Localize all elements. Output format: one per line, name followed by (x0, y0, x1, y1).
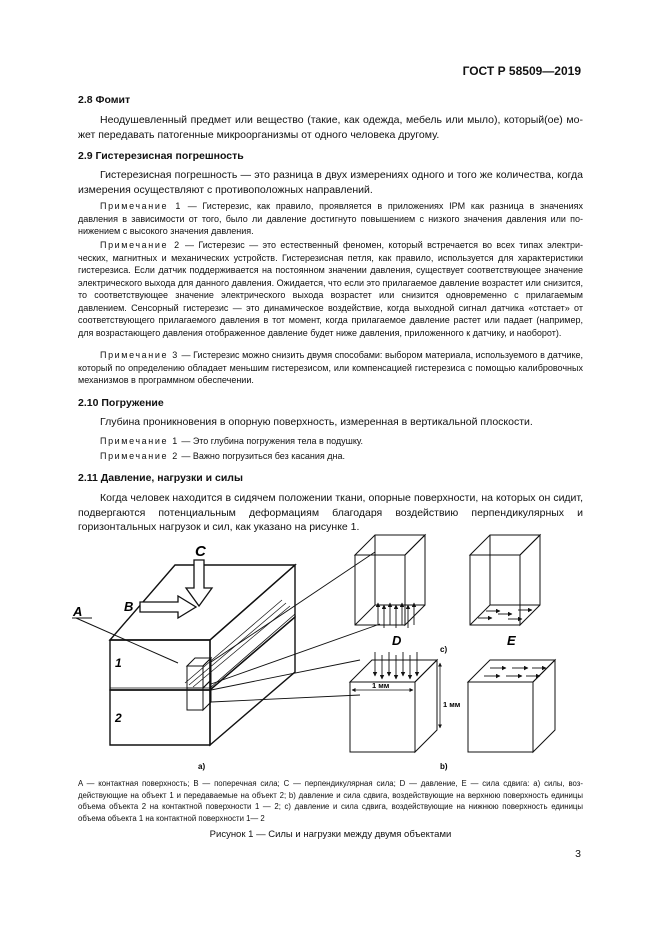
section-2-11-text: Когда человек находится в сидячем положении ткани, опорные поверхности, на которых он сидит, подвергаются потенциальным деформациям благодаря воздействию перпендикулярных и горизонтальных нагрузок и сил, как указано на рисунке 1. (78, 492, 583, 533)
note-label: Примечание 1 (100, 201, 183, 211)
note-label: Примечание 1 (100, 436, 179, 446)
label-object-1: 1 (115, 656, 122, 670)
note-text: — Гистерезис — это естественный феномен, который встречается во всех типах электрических, магнитных и механических устройств. Гистерезисная петля, как правило, используется для характеристики гистерезиса. Если датчик поддерживается на постоянном значении давления, существует соответствующее значение электрического выхода для данного давления. Ожидается, что если это прилагаемое давление возрастет или снизится, то соответствующее значение электрического выхода возрастет или снизится одновременно с прилагаемым давлением. Сенсорный гистерезис — это динамическое воздействие, когда выходной сигнал датчика «отстает» от соответствующего прилагаемого давления в тот момент, когда прилагаемое давление растет или падает (например, для возрастающего давления отображенное давление будет ниже давления, приложенного к датчику, и наоборот). (78, 240, 583, 338)
dimension-label-horizontal: 1 мм (372, 681, 390, 690)
figure-legend: A — контактная поверхность; B — поперечная сила; C — перпендикулярная сила; D — давление, E — сила сдвига: a) силы, воздействующие на объект 1 и передаваемые на объект 2; b) давление и сила сдвига, воздействующие на верхнюю поверхность единицы объема объекта 2 на контактной поверхности 1 — 2; c) давление и сила сдвига, воздействующие на нижнюю поверхность единицы объема объекта 1 на контактной поверхности 1— 2 (78, 779, 583, 823)
force-c-arrow (186, 560, 212, 606)
label-e: E (507, 633, 516, 648)
note-text: — Гистерезис можно снизить двумя способами: выбором материала, используемого в датчике, который по определению обладает меньшим гистерезисом, или компенсацией гистерезиса с помощью калибровочных механизмов в программном обеспечении. (78, 350, 583, 385)
section-2-10-note-1 (78, 435, 583, 448)
section-2-9-note-2 (78, 239, 583, 339)
note-text: — Важно погрузиться без касания дна. (178, 451, 345, 461)
section-2-11-heading: 2.11 Давление, нагрузки и силы (78, 472, 243, 484)
section-2-10-note-2 (78, 450, 583, 463)
note-label: Примечание 2 (100, 240, 181, 250)
shear-arrows-b (484, 668, 546, 676)
figure-1-diagram (0, 530, 661, 775)
force-arrows (140, 560, 212, 618)
section-2-9-note-1 (78, 200, 583, 238)
label-c: C (195, 543, 206, 560)
cube-e (470, 535, 540, 625)
section-2-8-heading: 2.8 Фомит (78, 94, 131, 106)
label-d: D (392, 633, 402, 648)
object-2-side (210, 617, 295, 745)
label-b: B (124, 599, 134, 614)
section-2-10-text: Глубина проникновения в опорную поверхность, измеренная в вертикальной плоскости. (100, 416, 533, 428)
figure-caption: Рисунок 1 — Силы и нагрузки между двумя объектами (209, 829, 452, 840)
section-2-9-heading: 2.9 Гистерезисная погрешность (78, 150, 244, 162)
page-number: 3 (575, 848, 581, 860)
section-2-10-heading: 2.10 Погружение (78, 397, 164, 409)
shear-band (185, 600, 290, 687)
object-1-front (110, 640, 210, 690)
pressure-arrows-b (375, 652, 417, 679)
section-2-8-text: Неодушевленный предмет или вещество (такие, как одежда, мебель или мыло), который(ое) может передавать патогенные микроорганизмы от одного человека другому. (78, 114, 583, 141)
section-2-9-text: Гистерезисная погрешность — это разница в двух измерениях одного и того же количества, когда измерения осуществляют с противоположных направлений. (78, 169, 583, 196)
dimension-label-vertical: 1 мм (443, 700, 461, 709)
object-2-front (110, 690, 210, 745)
note-text: — Это глубина погружения тела в подушку. (178, 436, 364, 446)
pressure-arrows-d (378, 603, 414, 628)
cube-b-pressure (350, 660, 437, 752)
cube-b-shear (468, 660, 555, 752)
label-b-panel: b) (440, 762, 448, 771)
force-b-arrow (140, 596, 196, 618)
label-c-panel: c) (440, 645, 448, 654)
note-text: — Гистерезис, как правило, проявляется в приложениях IPM как разница в значениях давления в зависимости от того, было ли давление достигнуто повышением с низкого значения давления или понижением с высокого значения давления. (78, 201, 583, 236)
section-2-9-note-3 (78, 349, 583, 387)
standard-header: ГОСТ Р 58509—2019 (462, 64, 581, 78)
note-label: Примечание 2 (100, 451, 179, 461)
shear-arrows-e (478, 610, 532, 619)
label-a: A (73, 604, 83, 619)
note-label: Примечание 3 (100, 350, 179, 360)
label-a-panel: a) (198, 762, 206, 771)
label-object-2: 2 (115, 711, 122, 725)
